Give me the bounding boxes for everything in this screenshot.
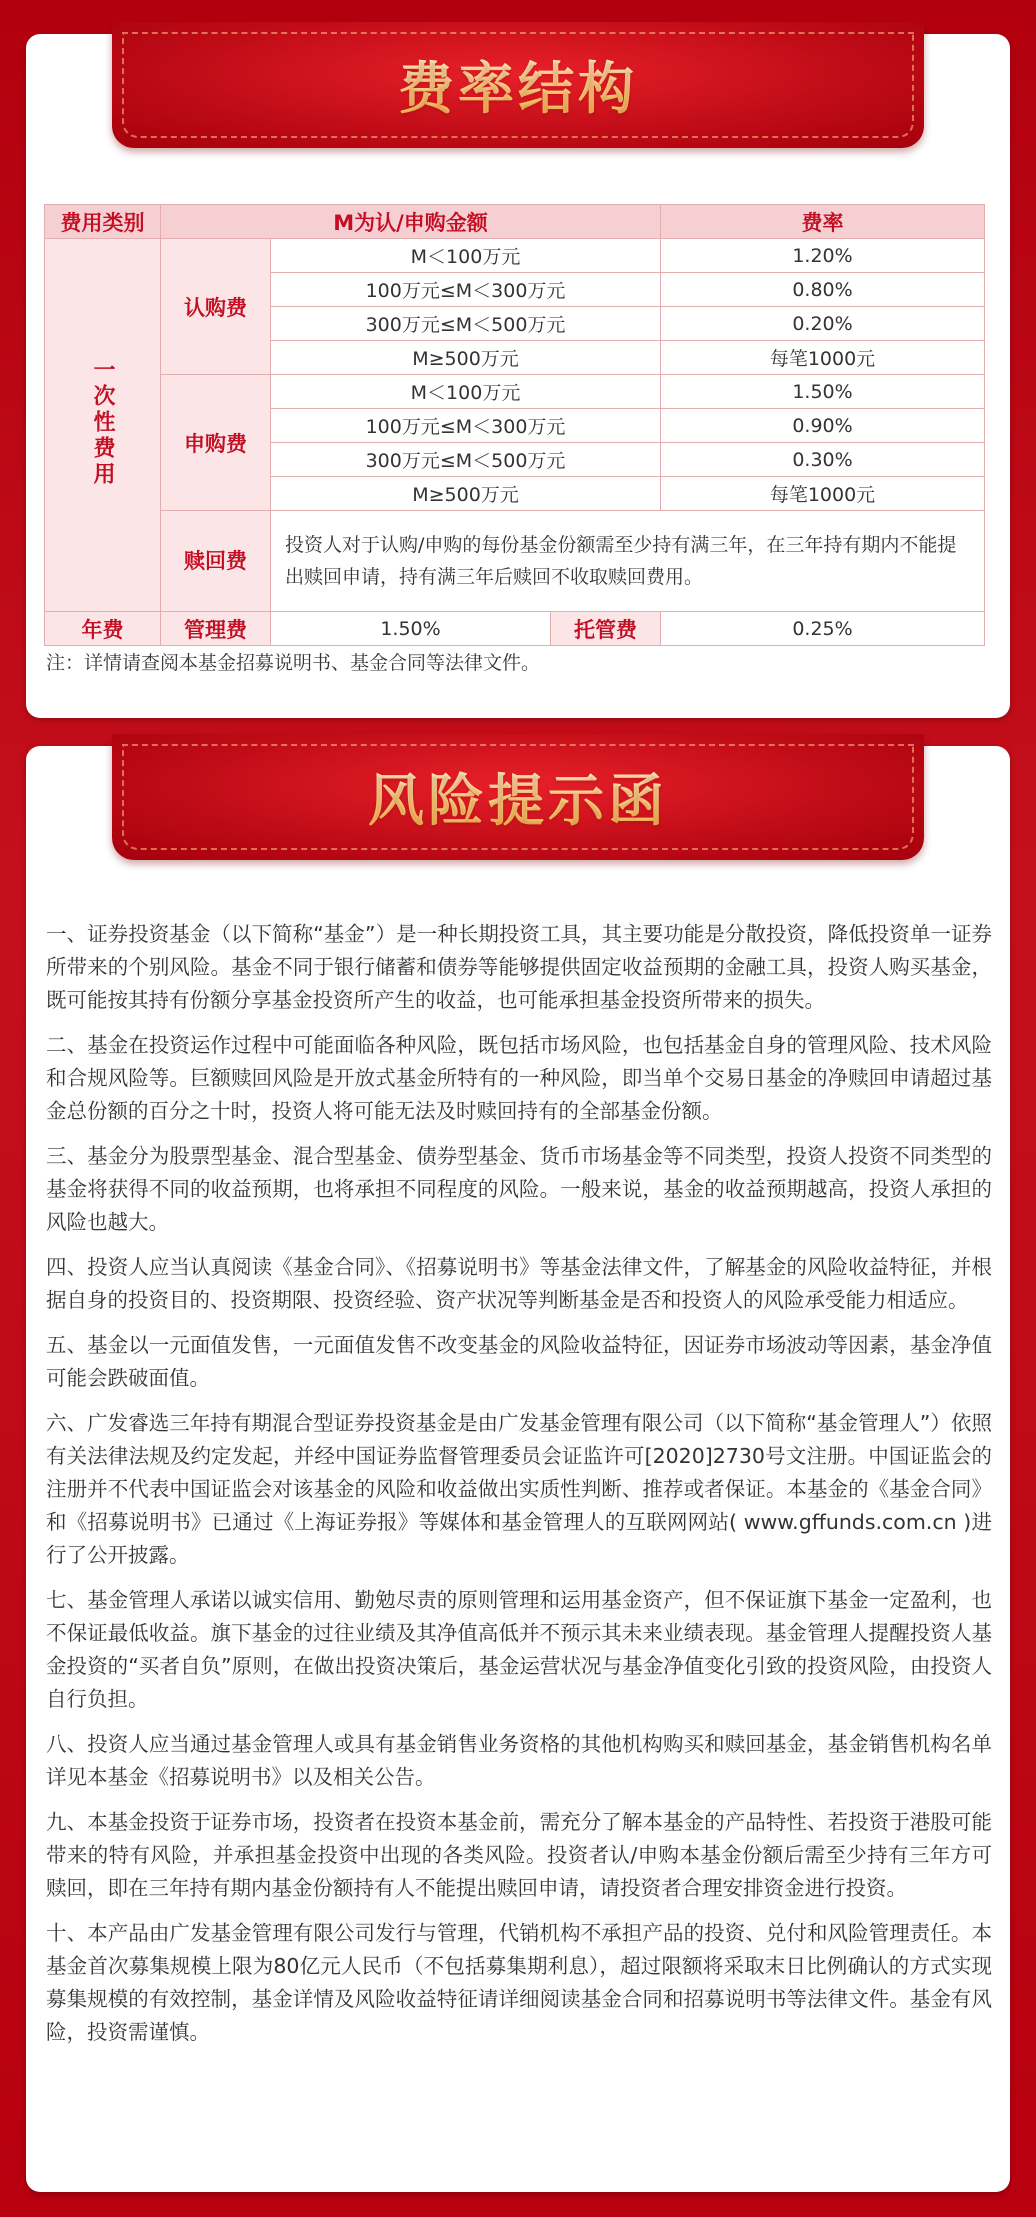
risk-paragraph-6: 六、广发睿选三年持有期混合型证券投资基金是由广发基金管理有限公司（以下简称“基金管理人”）依照有关法律法规及约定发起，并经中国证券监督管理委员会证监许可[2020]2730号文注册。中国证监会的注册并不代表中国证监会对该基金的风险和收益做出实质性判断、推荐或者保证。本基金的《基金合同》和《招募说明书》已通过《上海证券报》等媒体和基金管理人的互联网网站( www.gffunds.com.cn )进行了公开披露。 (46, 1411, 992, 1567)
rate-cell: 0.90% (661, 409, 985, 443)
risk-paragraph-2: 二、基金在投资运作过程中可能面临各种风险，既包括市场风险，也包括基金自身的管理风险、技术风险和合规风险等。巨额赎回风险是开放式基金所特有的一种风险，即当单个交易日基金的净赎回申请超过基金总份额的百分之十时，投资人将可能无法及时赎回持有的全部基金份额。 (46, 1033, 992, 1123)
header-rate: 费率 (661, 205, 985, 239)
subscription-fee-label: 认购费 (161, 239, 271, 375)
annual-fee-label: 年费 (45, 612, 161, 646)
redemption-fee-label: 赎回费 (161, 511, 271, 612)
risk-disclosure-banner (112, 734, 924, 860)
custody-fee-label: 托管费 (551, 612, 661, 646)
rate-cell: 每笔1000元 (661, 341, 985, 375)
risk-paragraph-4: 四、投资人应当认真阅读《基金合同》、《招募说明书》等基金法律文件，了解基金的风险收益特征，并根据自身的投资目的、投资期限、投资经验、资产状况等判断基金是否和投资人的风险承受能力相适应。 (46, 1255, 992, 1312)
risk-paragraphs (46, 918, 992, 2061)
fee-structure-title: 费率结构 (398, 45, 638, 125)
fee-structure-card (26, 34, 1010, 718)
risk-paragraph-5: 五、基金以一元面值发售，一元面值发售不改变基金的风险收益特征，因证券市场波动等因素，基金净值可能会跌破面值。 (46, 1333, 992, 1390)
rate-cell: 1.50% (661, 375, 985, 409)
risk-paragraph-8: 八、投资人应当通过基金管理人或具有基金销售业务资格的其他机构购买和赎回基金，基金销售机构名单详见本基金《招募说明书》以及相关公告。 (46, 1732, 992, 1789)
risk-paragraph-9: 九、本基金投资于证券市场，投资者在投资本基金前，需充分了解本基金的产品特性、若投资于港股可能带来的特有风险，并承担基金投资中出现的各类风险。投资者认/申购本基金份额后需至少持有三年方可赎回，即在三年持有期内基金份额持有人不能提出赎回申请，请投资者合理安排资金进行投资。 (46, 1810, 992, 1900)
table-row (45, 612, 985, 646)
management-fee-rate: 1.50% (271, 612, 551, 646)
rate-cell: 0.30% (661, 443, 985, 477)
fee-footnote: 注：详情请查阅本基金招募说明书、基金合同等法律文件。 (46, 652, 541, 674)
header-category: 费用类别 (45, 205, 161, 239)
table-row (45, 511, 985, 612)
header-amount: M为认/申购金额 (161, 205, 661, 239)
one-time-fee-label: 一次性费用 (90, 357, 115, 488)
risk-disclosure-card (26, 746, 1010, 2192)
fee-table (44, 204, 985, 646)
rate-cell: 0.80% (661, 273, 985, 307)
amount-cell: M＜100万元 (271, 375, 661, 409)
amount-cell: 300万元≤M＜500万元 (271, 307, 661, 341)
risk-disclosure-title: 风险提示函 (368, 757, 668, 837)
risk-paragraph-10: 十、本产品由广发基金管理有限公司发行与管理，代销机构不承担产品的投资、兑付和风险管理责任。本基金首次募集规模上限为80亿元人民币（不包括募集期利息），超过限额将采取末日比例确认的方式实现募集规模的有效控制，基金详情及风险收益特征请详细阅读基金合同和招募说明书等法律文件。基金有风险，投资需谨慎。 (46, 1921, 992, 2044)
redemption-fee-text: 投资人对于认购/申购的每份基金份额需至少持有满三年，在三年持有期内不能提出赎回申请，持有满三年后赎回不收取赎回费用。 (271, 511, 985, 612)
rate-cell: 每笔1000元 (661, 477, 985, 511)
risk-paragraph-1: 一、证券投资基金（以下简称“基金”）是一种长期投资工具，其主要功能是分散投资，降低投资单一证券所带来的个别风险。基金不同于银行储蓄和债券等能够提供固定收益预期的金融工具，投资人购买基金，既可能按其持有份额分享基金投资所产生的收益，也可能承担基金投资所带来的损失。 (46, 922, 992, 1012)
amount-cell: 100万元≤M＜300万元 (271, 273, 661, 307)
one-time-fee-cell (45, 239, 161, 612)
amount-cell: M＜100万元 (271, 239, 661, 273)
risk-paragraph-7: 七、基金管理人承诺以诚实信用、勤勉尽责的原则管理和运用基金资产，但不保证旗下基金一定盈利，也不保证最低收益。旗下基金的过往业绩及其净值高低并不预示其未来业绩表现。基金管理人提醒投资人基金投资的“买者自负”原则，在做出投资决策后，基金运营状况与基金净值变化引致的投资风险，由投资人自行负担。 (46, 1588, 992, 1711)
amount-cell: M≥500万元 (271, 477, 661, 511)
table-row (45, 375, 985, 409)
table-row (45, 239, 985, 273)
rate-cell: 0.20% (661, 307, 985, 341)
amount-cell: 300万元≤M＜500万元 (271, 443, 661, 477)
purchase-fee-label: 申购费 (161, 375, 271, 511)
fee-table-header (45, 205, 985, 239)
amount-cell: 100万元≤M＜300万元 (271, 409, 661, 443)
fee-structure-banner (112, 22, 924, 148)
amount-cell: M≥500万元 (271, 341, 661, 375)
custody-fee-rate: 0.25% (661, 612, 985, 646)
rate-cell: 1.20% (661, 239, 985, 273)
risk-paragraph-3: 三、基金分为股票型基金、混合型基金、债券型基金、货币市场基金等不同类型，投资人投资不同类型的基金将获得不同的收益预期，也将承担不同程度的风险。一般来说，基金的收益预期越高，投资人承担的风险也越大。 (46, 1144, 992, 1234)
management-fee-label: 管理费 (161, 612, 271, 646)
